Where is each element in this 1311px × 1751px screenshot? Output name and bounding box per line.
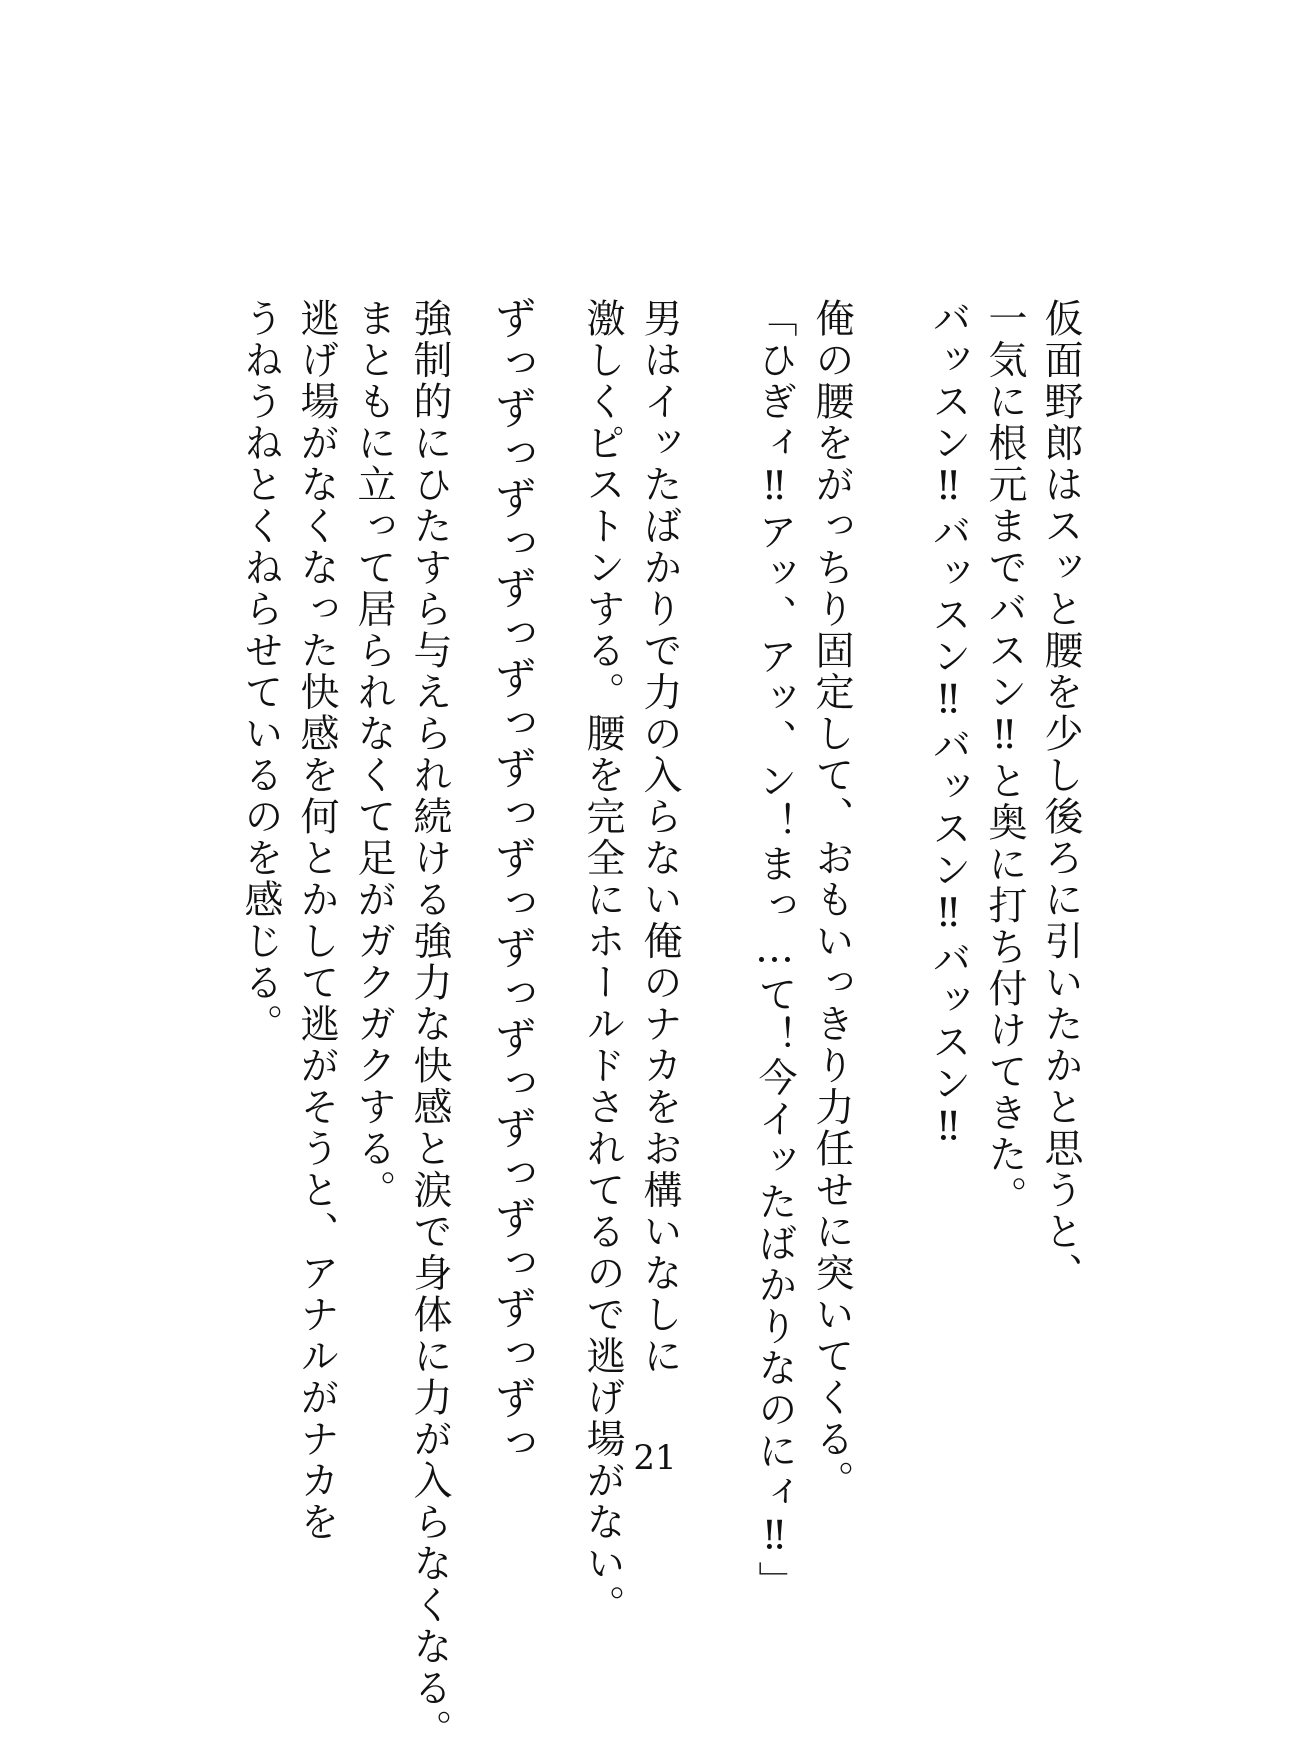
text-line-4: 俺の腰をがっちり固定して、おもいっきり力任せに突いてくる。 <box>809 298 854 1502</box>
text-line-11: 逃げ場がなくなった快感を何とかして逃がそうと、アナルがナカを <box>294 298 339 1543</box>
text-line-7: 激しくピストンする。腰を完全にホールドされてるので逃げ場がない。 <box>580 298 625 1626</box>
text-line-6: 男はイッたばかりで力の入らない俺のナカをお構いなしに <box>637 298 682 1377</box>
text-line-3: バッスン‼バッスン‼バッスン‼バッスン‼ <box>926 298 971 1152</box>
text-line-5: 「ひぎィ‼アッ、アッ、ン！まっ…て！今イッたばかりなのにィ‼」 <box>752 298 797 1603</box>
text-line-9: 強制的にひたすら与えられ続ける強力な快感と涙で身体に力が入らなくなる。 <box>407 298 452 1751</box>
text-line-12: うねうねとくねらせているのを感じる。 <box>238 298 283 1045</box>
page-number: 21 <box>633 1438 677 1478</box>
text-line-10: まともに立って居られなくて足がガクガクする。 <box>351 298 396 1211</box>
text-line-8: ずっずっずっずっずっずっずっずっずっずっずっずっずっ <box>487 296 537 1466</box>
text-line-2: 一気に根元までバスン‼と奥に打ち付けてきた。 <box>982 298 1027 1217</box>
text-line-1: 仮面野郎はスッと腰を少し後ろに引いたかと思うと、 <box>1038 298 1083 1294</box>
